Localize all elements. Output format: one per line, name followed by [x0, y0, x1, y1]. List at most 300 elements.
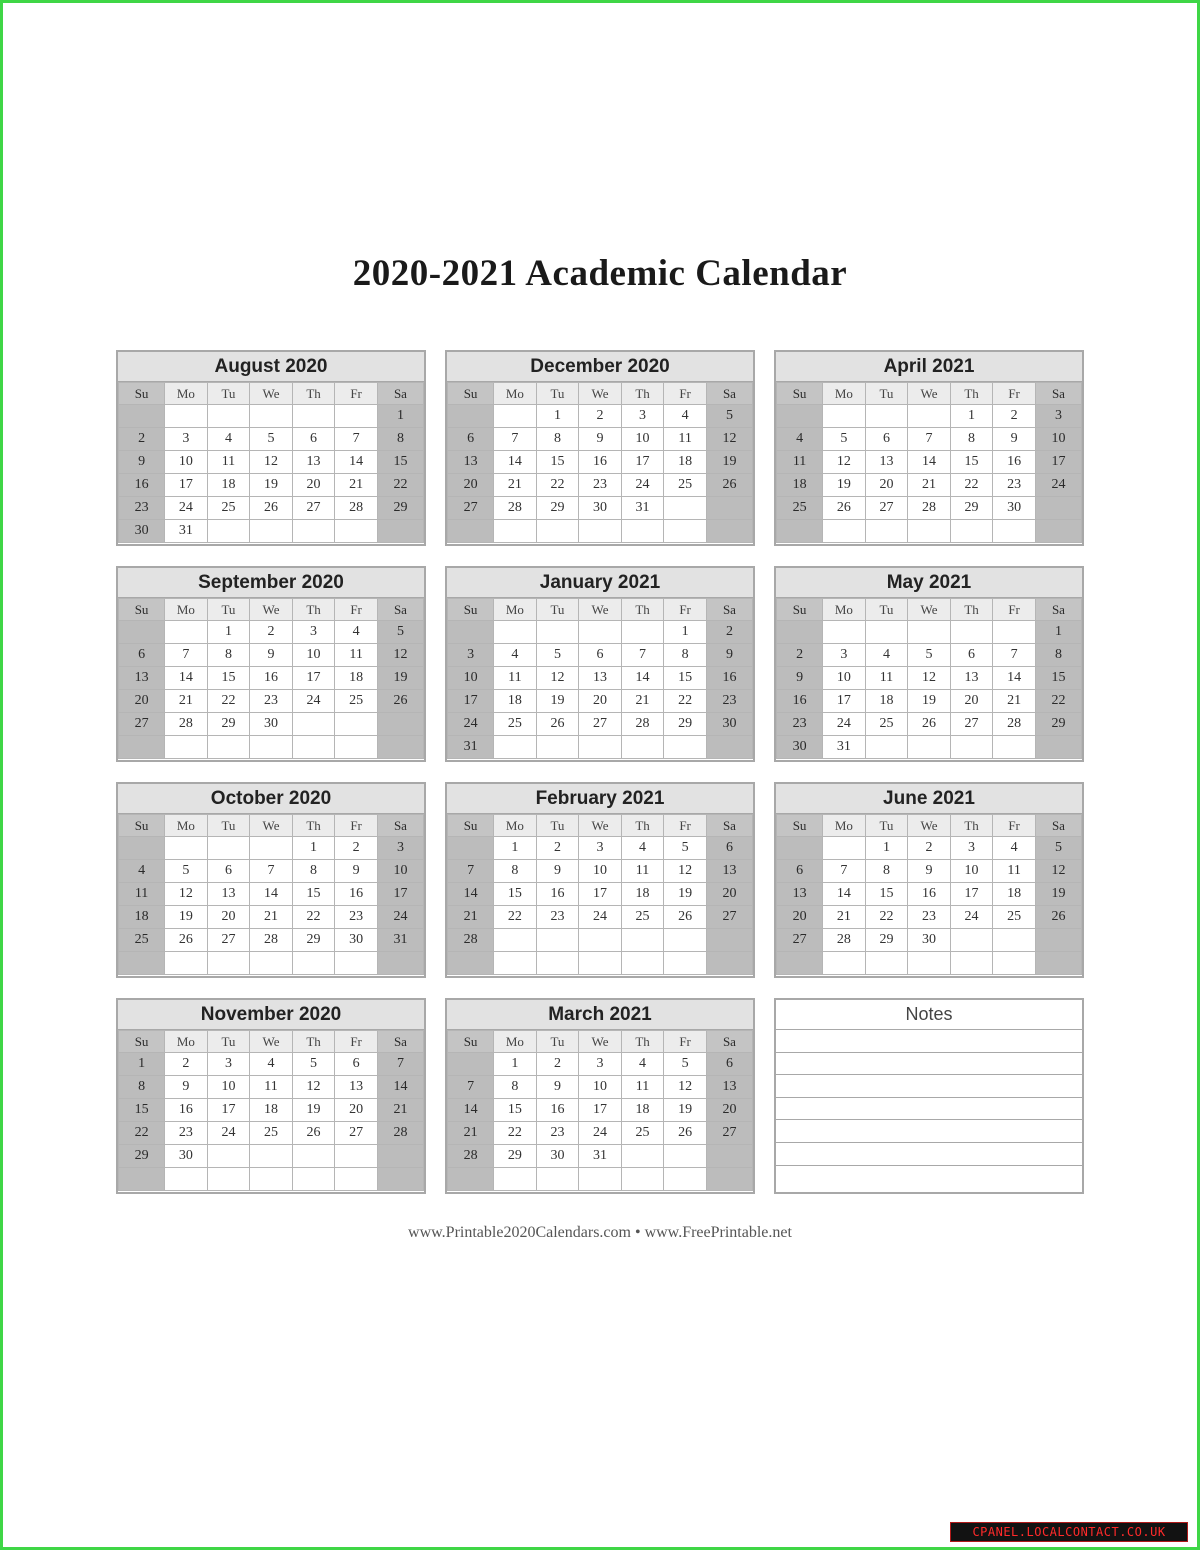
day-cell: 9: [165, 1076, 208, 1099]
weekday-header: We: [908, 599, 951, 621]
day-cell: 29: [207, 713, 250, 736]
day-cell: [1035, 952, 1081, 975]
day-cell: 11: [335, 644, 378, 667]
day-cell: 18: [865, 690, 908, 713]
day-cell: 5: [377, 621, 423, 644]
day-cell: 21: [448, 906, 494, 929]
day-cell: 8: [207, 644, 250, 667]
footer-text: www.Printable2020Calendars.com • www.FreePrintable.net: [408, 1224, 792, 1241]
day-cell: 4: [335, 621, 378, 644]
day-cell: [1035, 497, 1081, 520]
day-cell: 13: [292, 451, 335, 474]
day-cell: [1035, 736, 1081, 759]
day-cell: [621, 929, 664, 952]
day-cell: 23: [777, 713, 823, 736]
day-cell: 5: [1035, 837, 1081, 860]
day-cell: [165, 621, 208, 644]
month-title: February 2021: [447, 784, 753, 814]
day-cell: [621, 520, 664, 543]
month-calendar: [445, 350, 755, 546]
weekday-header: We: [250, 599, 293, 621]
notes-lines: [776, 1030, 1082, 1188]
weekday-header: Su: [777, 815, 823, 837]
day-cell: [207, 405, 250, 428]
day-cell: [335, 520, 378, 543]
day-cell: 21: [448, 1122, 494, 1145]
day-cell: 15: [292, 883, 335, 906]
day-cell: 5: [706, 405, 752, 428]
day-cell: 18: [621, 883, 664, 906]
day-cell: 10: [621, 428, 664, 451]
day-cell: [377, 952, 423, 975]
day-cell: 14: [621, 667, 664, 690]
day-cell: 1: [865, 837, 908, 860]
day-cell: 21: [250, 906, 293, 929]
day-cell: 7: [494, 428, 537, 451]
day-cell: 26: [664, 1122, 707, 1145]
weekday-header: Tu: [536, 383, 579, 405]
day-cell: 26: [823, 497, 866, 520]
day-cell: 31: [165, 520, 208, 543]
day-cell: 17: [579, 1099, 622, 1122]
day-cell: [165, 1168, 208, 1191]
month-title: August 2020: [118, 352, 424, 382]
day-cell: 6: [207, 860, 250, 883]
weekday-header: We: [250, 815, 293, 837]
day-cell: 30: [335, 929, 378, 952]
day-cell: [823, 837, 866, 860]
weekday-header: Su: [119, 815, 165, 837]
day-cell: [448, 952, 494, 975]
day-cell: 22: [119, 1122, 165, 1145]
day-cell: [908, 952, 951, 975]
day-cell: [448, 520, 494, 543]
day-cell: [706, 1145, 752, 1168]
day-cell: 25: [865, 713, 908, 736]
month-table: [776, 382, 1082, 543]
day-cell: 6: [579, 644, 622, 667]
weekday-header: Th: [292, 815, 335, 837]
weekday-header: Sa: [377, 1031, 423, 1053]
weekday-header: Th: [292, 1031, 335, 1053]
day-cell: 17: [165, 474, 208, 497]
day-cell: 18: [621, 1099, 664, 1122]
day-cell: [865, 736, 908, 759]
day-cell: 25: [777, 497, 823, 520]
day-cell: 29: [536, 497, 579, 520]
weekday-header: Th: [621, 383, 664, 405]
day-cell: [865, 520, 908, 543]
day-cell: [377, 1168, 423, 1191]
day-cell: 7: [993, 644, 1036, 667]
day-cell: 18: [119, 906, 165, 929]
day-cell: 13: [777, 883, 823, 906]
day-cell: 31: [448, 736, 494, 759]
day-cell: [207, 952, 250, 975]
weekday-header: Fr: [335, 599, 378, 621]
day-cell: 3: [579, 837, 622, 860]
weekday-header: Su: [119, 383, 165, 405]
day-cell: 18: [777, 474, 823, 497]
day-cell: 25: [207, 497, 250, 520]
day-cell: [250, 736, 293, 759]
day-cell: 15: [377, 451, 423, 474]
day-cell: 29: [950, 497, 993, 520]
day-cell: 13: [865, 451, 908, 474]
day-cell: 7: [823, 860, 866, 883]
day-cell: [621, 736, 664, 759]
day-cell: [621, 952, 664, 975]
day-cell: [950, 520, 993, 543]
day-cell: [950, 736, 993, 759]
day-cell: 11: [250, 1076, 293, 1099]
day-cell: 13: [950, 667, 993, 690]
day-cell: 17: [823, 690, 866, 713]
day-cell: 21: [908, 474, 951, 497]
day-cell: 19: [536, 690, 579, 713]
day-cell: [119, 952, 165, 975]
day-cell: 27: [865, 497, 908, 520]
watermark-badge: CPANEL.LOCALCONTACT.CO.UK: [950, 1522, 1188, 1542]
weekday-header: We: [250, 1031, 293, 1053]
day-cell: 15: [119, 1099, 165, 1122]
day-cell: [494, 1168, 537, 1191]
day-cell: 14: [993, 667, 1036, 690]
weekday-header: Th: [292, 599, 335, 621]
day-cell: 12: [664, 860, 707, 883]
day-cell: 4: [664, 405, 707, 428]
day-cell: 21: [823, 906, 866, 929]
month-title: January 2021: [447, 568, 753, 598]
month-title: May 2021: [776, 568, 1082, 598]
day-cell: 18: [250, 1099, 293, 1122]
day-cell: [664, 929, 707, 952]
day-cell: [292, 713, 335, 736]
day-cell: 16: [706, 667, 752, 690]
day-cell: 26: [1035, 906, 1081, 929]
day-cell: 22: [950, 474, 993, 497]
day-cell: 13: [706, 1076, 752, 1099]
notes-box: [774, 998, 1084, 1194]
day-cell: [664, 952, 707, 975]
day-cell: 27: [579, 713, 622, 736]
day-cell: [119, 405, 165, 428]
day-cell: 19: [664, 1099, 707, 1122]
day-cell: 30: [777, 736, 823, 759]
day-cell: 7: [250, 860, 293, 883]
day-cell: [664, 736, 707, 759]
day-cell: [579, 952, 622, 975]
day-cell: 21: [377, 1099, 423, 1122]
day-cell: 1: [536, 405, 579, 428]
weekday-header: We: [579, 815, 622, 837]
day-cell: [494, 952, 537, 975]
day-cell: 20: [119, 690, 165, 713]
day-cell: 27: [950, 713, 993, 736]
day-cell: [579, 736, 622, 759]
day-cell: 31: [621, 497, 664, 520]
day-cell: 2: [908, 837, 951, 860]
day-cell: 20: [207, 906, 250, 929]
day-cell: [250, 520, 293, 543]
day-cell: [165, 405, 208, 428]
day-cell: 23: [908, 906, 951, 929]
day-cell: [165, 952, 208, 975]
day-cell: 3: [621, 405, 664, 428]
month-table: [118, 1030, 424, 1191]
day-cell: [448, 837, 494, 860]
weekday-header: Su: [448, 599, 494, 621]
day-cell: 7: [335, 428, 378, 451]
day-cell: [865, 952, 908, 975]
day-cell: 11: [621, 860, 664, 883]
weekday-header: We: [908, 815, 951, 837]
day-cell: [579, 621, 622, 644]
day-cell: [664, 520, 707, 543]
month-table: [118, 814, 424, 975]
day-cell: 8: [494, 1076, 537, 1099]
day-cell: 3: [207, 1053, 250, 1076]
day-cell: 23: [119, 497, 165, 520]
weekday-header: Th: [292, 383, 335, 405]
day-cell: 6: [119, 644, 165, 667]
weekday-header: Su: [777, 383, 823, 405]
day-cell: 2: [119, 428, 165, 451]
day-cell: [536, 520, 579, 543]
day-cell: 24: [448, 713, 494, 736]
weekday-header: Sa: [377, 383, 423, 405]
day-cell: 26: [250, 497, 293, 520]
month-table: [447, 382, 753, 543]
day-cell: 17: [579, 883, 622, 906]
day-cell: 26: [536, 713, 579, 736]
day-cell: 28: [377, 1122, 423, 1145]
day-cell: [448, 621, 494, 644]
day-cell: [335, 736, 378, 759]
day-cell: 11: [777, 451, 823, 474]
day-cell: [823, 405, 866, 428]
day-cell: [823, 520, 866, 543]
weekday-header: Mo: [494, 383, 537, 405]
day-cell: [377, 1145, 423, 1168]
day-cell: 15: [536, 451, 579, 474]
month-calendar: [774, 566, 1084, 762]
day-cell: 1: [292, 837, 335, 860]
day-cell: [335, 405, 378, 428]
day-cell: 13: [119, 667, 165, 690]
day-cell: 31: [377, 929, 423, 952]
weekday-header: Mo: [823, 599, 866, 621]
day-cell: 7: [165, 644, 208, 667]
day-cell: [823, 952, 866, 975]
day-cell: 30: [250, 713, 293, 736]
day-cell: 17: [448, 690, 494, 713]
day-cell: [706, 736, 752, 759]
day-cell: 20: [865, 474, 908, 497]
weekday-header: Mo: [165, 815, 208, 837]
day-cell: 21: [335, 474, 378, 497]
day-cell: 14: [165, 667, 208, 690]
day-cell: 4: [207, 428, 250, 451]
day-cell: 23: [993, 474, 1036, 497]
note-line: [776, 1143, 1082, 1166]
day-cell: 8: [494, 860, 537, 883]
day-cell: 8: [664, 644, 707, 667]
day-cell: 24: [1035, 474, 1081, 497]
day-cell: 11: [119, 883, 165, 906]
weekday-header: Sa: [377, 815, 423, 837]
day-cell: 6: [865, 428, 908, 451]
day-cell: [494, 405, 537, 428]
day-cell: 2: [250, 621, 293, 644]
day-cell: 30: [165, 1145, 208, 1168]
weekday-header: Tu: [207, 1031, 250, 1053]
weekday-header: Th: [621, 599, 664, 621]
weekday-header: Fr: [335, 1031, 378, 1053]
day-cell: 22: [536, 474, 579, 497]
day-cell: 28: [494, 497, 537, 520]
day-cell: 27: [706, 906, 752, 929]
month-table: [447, 814, 753, 975]
weekday-header: Tu: [865, 815, 908, 837]
day-cell: 23: [536, 1122, 579, 1145]
day-cell: 17: [1035, 451, 1081, 474]
day-cell: 1: [1035, 621, 1081, 644]
day-cell: 5: [908, 644, 951, 667]
month-table: [118, 598, 424, 759]
day-cell: 24: [165, 497, 208, 520]
day-cell: [706, 1168, 752, 1191]
day-cell: [777, 952, 823, 975]
day-cell: 25: [621, 1122, 664, 1145]
day-cell: 20: [777, 906, 823, 929]
day-cell: [292, 1168, 335, 1191]
day-cell: 5: [823, 428, 866, 451]
day-cell: 9: [536, 860, 579, 883]
notes-title: Notes: [776, 1000, 1082, 1030]
day-cell: [292, 520, 335, 543]
day-cell: 15: [664, 667, 707, 690]
day-cell: 3: [377, 837, 423, 860]
weekday-header: Tu: [207, 599, 250, 621]
day-cell: [119, 1168, 165, 1191]
day-cell: [777, 405, 823, 428]
day-cell: 6: [292, 428, 335, 451]
day-cell: 19: [664, 883, 707, 906]
weekday-header: Tu: [865, 599, 908, 621]
weekday-header: We: [908, 383, 951, 405]
weekday-header: Th: [950, 383, 993, 405]
day-cell: 24: [579, 1122, 622, 1145]
day-cell: [993, 520, 1036, 543]
day-cell: [1035, 929, 1081, 952]
note-line: [776, 1075, 1082, 1098]
weekday-header: We: [579, 599, 622, 621]
day-cell: 20: [448, 474, 494, 497]
day-cell: [292, 405, 335, 428]
day-cell: 23: [335, 906, 378, 929]
day-cell: 20: [335, 1099, 378, 1122]
day-cell: [706, 952, 752, 975]
day-cell: 6: [950, 644, 993, 667]
day-cell: 4: [621, 837, 664, 860]
weekday-header: Tu: [536, 599, 579, 621]
day-cell: 12: [706, 428, 752, 451]
day-cell: [536, 952, 579, 975]
day-cell: 30: [119, 520, 165, 543]
day-cell: [993, 621, 1036, 644]
day-cell: 9: [777, 667, 823, 690]
day-cell: 30: [536, 1145, 579, 1168]
day-cell: [908, 736, 951, 759]
day-cell: 5: [664, 837, 707, 860]
day-cell: 22: [865, 906, 908, 929]
day-cell: 13: [207, 883, 250, 906]
day-cell: 17: [207, 1099, 250, 1122]
month-title: November 2020: [118, 1000, 424, 1030]
weekday-header: Sa: [377, 599, 423, 621]
day-cell: 9: [119, 451, 165, 474]
day-cell: 29: [119, 1145, 165, 1168]
day-cell: [993, 952, 1036, 975]
day-cell: 25: [664, 474, 707, 497]
month-calendar: [774, 782, 1084, 978]
day-cell: [823, 621, 866, 644]
day-cell: 22: [377, 474, 423, 497]
day-cell: 7: [908, 428, 951, 451]
day-cell: 8: [377, 428, 423, 451]
day-cell: [908, 405, 951, 428]
day-cell: 30: [706, 713, 752, 736]
day-cell: [292, 952, 335, 975]
weekday-header: Tu: [207, 815, 250, 837]
day-cell: 1: [377, 405, 423, 428]
day-cell: 30: [993, 497, 1036, 520]
day-cell: 21: [621, 690, 664, 713]
month-title: April 2021: [776, 352, 1082, 382]
day-cell: 11: [664, 428, 707, 451]
day-cell: 28: [621, 713, 664, 736]
day-cell: [335, 1145, 378, 1168]
day-cell: 5: [292, 1053, 335, 1076]
day-cell: 7: [621, 644, 664, 667]
month-table: [447, 1030, 753, 1191]
day-cell: [579, 1168, 622, 1191]
weekday-header: Fr: [664, 383, 707, 405]
day-cell: [865, 621, 908, 644]
day-cell: 1: [494, 837, 537, 860]
month-table: [776, 598, 1082, 759]
weekday-header: Tu: [865, 383, 908, 405]
day-cell: 28: [448, 1145, 494, 1168]
day-cell: 19: [250, 474, 293, 497]
day-cell: 22: [664, 690, 707, 713]
day-cell: 30: [579, 497, 622, 520]
day-cell: [377, 736, 423, 759]
day-cell: [494, 736, 537, 759]
day-cell: 25: [621, 906, 664, 929]
day-cell: 31: [823, 736, 866, 759]
day-cell: 1: [950, 405, 993, 428]
weekday-header: Mo: [823, 815, 866, 837]
day-cell: 28: [250, 929, 293, 952]
day-cell: [335, 1168, 378, 1191]
weekday-header: Tu: [536, 1031, 579, 1053]
weekday-header: Th: [621, 1031, 664, 1053]
day-cell: 28: [908, 497, 951, 520]
day-cell: 20: [292, 474, 335, 497]
day-cell: 28: [823, 929, 866, 952]
